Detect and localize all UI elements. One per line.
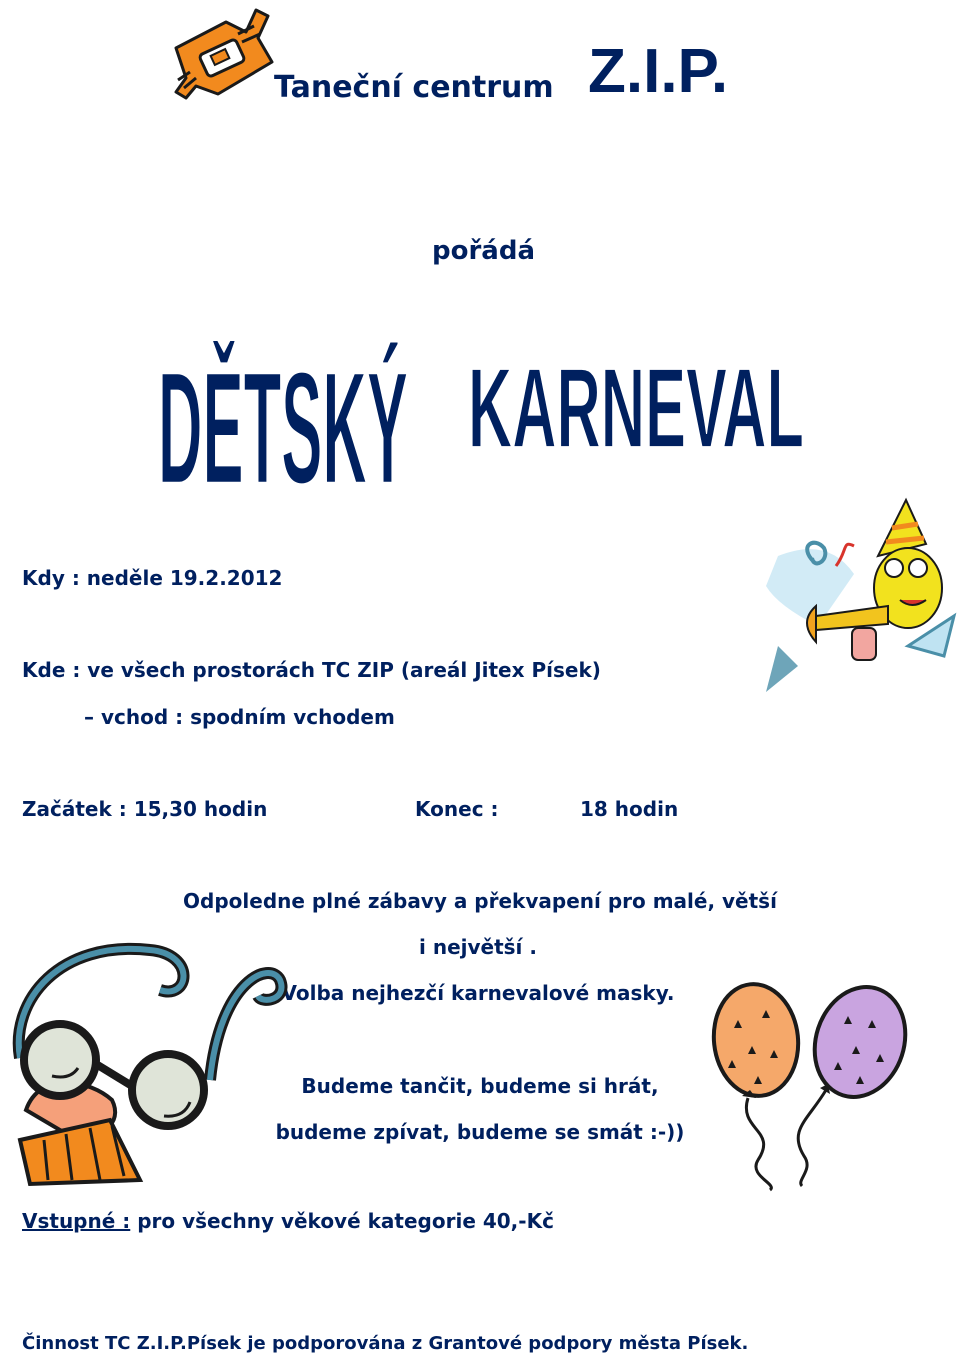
banner-word-2: KARNEVAL	[468, 344, 804, 472]
event-end-value: 18 hodin	[580, 797, 679, 821]
zipper-logo-icon	[168, 2, 276, 100]
activities-line-1: Budeme tančit, budeme si hrát,	[301, 1074, 659, 1098]
admission-text: pro všechny věkové kategorie 40,-Kč	[130, 1209, 554, 1233]
activities-line-2: budeme zpívat, budeme se smát :-))	[275, 1120, 685, 1144]
organizes-label: pořádá	[432, 236, 535, 266]
event-start: Začátek : 15,30 hodin	[22, 797, 268, 821]
funny-glasses-icon	[0, 940, 300, 1202]
footer-note: Činnost TC Z.I.P.Písek je podporována z Grantové podpory města Písek.	[22, 1333, 749, 1354]
description-line-3: Volba nejhezčí karnevalové masky.	[281, 981, 675, 1005]
event-end-label: Konec :	[415, 797, 499, 821]
trumpet-clown-icon	[758, 496, 960, 700]
description-line-2: i největší .	[419, 935, 537, 959]
event-date: Kdy : neděle 19.2.2012	[22, 566, 283, 590]
event-location: Kde : ve všech prostorách TC ZIP (areál Jitex Písek)	[22, 658, 601, 682]
header-title: Taneční centrum	[274, 70, 554, 105]
event-entrance: – vchod : spodním vchodem	[84, 705, 395, 729]
description-line-1: Odpoledne plné zábavy a překvapení pro malé, větší	[183, 889, 777, 913]
admission-label: Vstupné :	[22, 1209, 131, 1233]
admission-info	[22, 1209, 554, 1233]
banner-title	[150, 295, 810, 518]
brand-name: Z.I.P.	[588, 37, 729, 106]
banner-word-1: DĚTSKÝ	[158, 338, 408, 518]
